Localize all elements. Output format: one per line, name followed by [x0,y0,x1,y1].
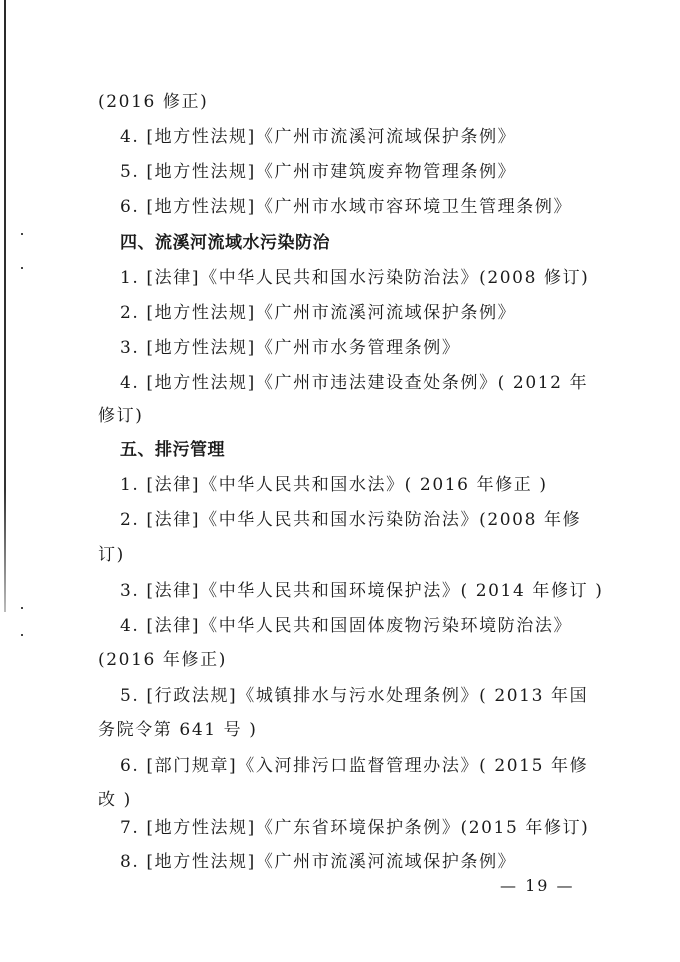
list-item: 4. [地方性法规]《广州市流溪河流域保护条例》 [120,127,517,147]
list-item: 8. [地方性法规]《广州市流溪河流域保护条例》 [120,852,517,872]
scan-dot [21,634,23,636]
scan-dot [21,233,23,235]
list-item: 5. [行政法规]《城镇排水与污水处理条例》( 2013 年国 [120,686,589,706]
list-item: 6. [部门规章]《入河排污口监督管理办法》( 2015 年修 [120,756,589,776]
list-item: 4. [法律]《中华人民共和国固体废物污染环境防治法》 [120,616,573,636]
continuation-line: 修订) [98,406,144,426]
list-item: 4. [地方性法规]《广州市违法建设查处条例》( 2012 年 [120,373,589,393]
scan-edge-line [4,0,6,612]
list-item: 2. [地方性法规]《广州市流溪河流域保护条例》 [120,303,517,323]
continuation-line: (2016 修正) [98,92,209,112]
list-item: 7. [地方性法规]《广东省环境保护条例》(2015 年修订) [120,818,590,838]
section-heading: 五、排污管理 [120,440,225,460]
list-item: 2. [法律]《中华人民共和国水污染防治法》(2008 年修 [120,510,582,530]
list-item: 1. [法律]《中华人民共和国水污染防治法》(2008 修订) [120,268,590,288]
list-item: 6. [地方性法规]《广州市水域市容环境卫生管理条例》 [120,197,573,217]
scan-dot [21,267,23,269]
page-number: — 19 — [500,876,575,895]
continuation-line: 改 ) [98,790,132,810]
continuation-line: 务院令第 641 号 ) [98,720,258,740]
list-item: 1. [法律]《中华人民共和国水法》( 2016 年修正 ) [120,475,548,495]
section-heading: 四、流溪河流域水污染防治 [120,233,330,253]
continuation-line: 订) [98,545,125,565]
list-item: 5. [地方性法规]《广州市建筑废弃物管理条例》 [120,162,517,182]
list-item: 3. [地方性法规]《广州市水务管理条例》 [120,338,461,358]
scan-dot [21,607,23,609]
list-item: 3. [法律]《中华人民共和国环境保护法》( 2014 年修订 ) [120,581,604,601]
continuation-line: (2016 年修正) [98,650,227,670]
